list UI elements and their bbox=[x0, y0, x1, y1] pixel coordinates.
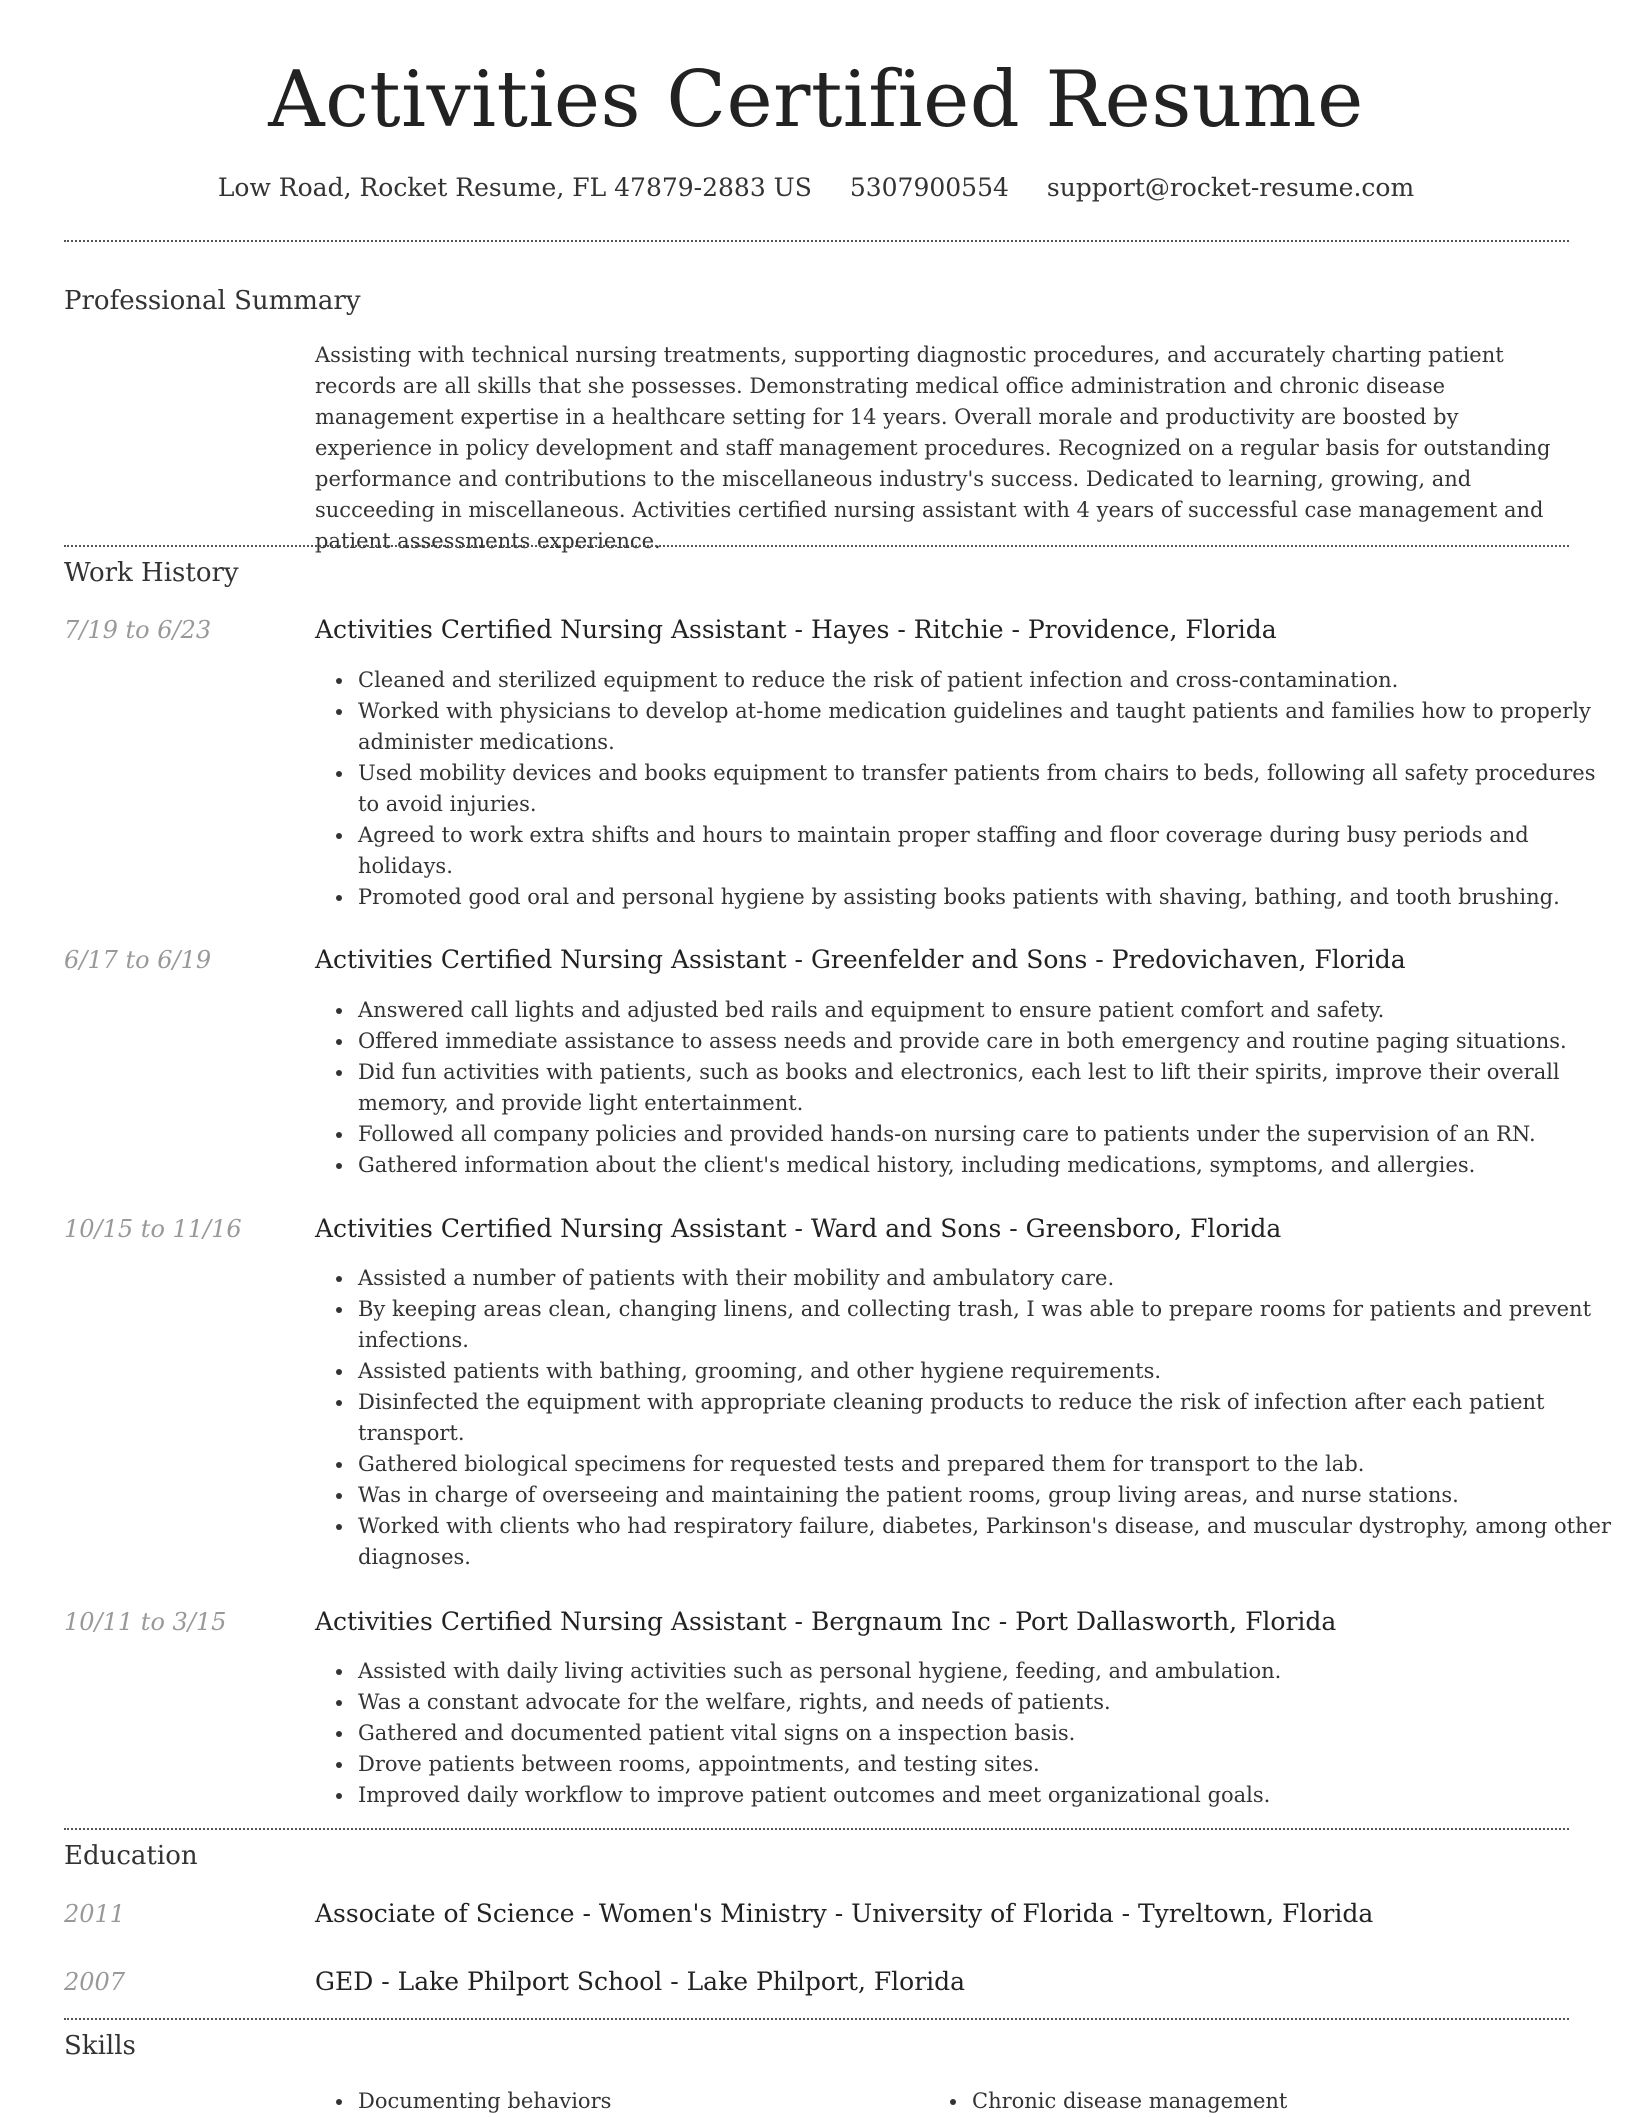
list-item: Assisted a number of patients with their mobility and ambulatory care. bbox=[358, 1263, 1616, 1294]
list-item: Drove patients between rooms, appointments, and testing sites. bbox=[358, 1749, 1616, 1780]
job-bullets bbox=[315, 1656, 1616, 1811]
job-title: Activities Certified Nursing Assistant - Hayes - Ritchie - Providence, Florida bbox=[315, 615, 1277, 644]
divider bbox=[64, 2018, 1569, 2020]
list-item: Offered immediate assistance to assess needs and provide care in both emergency and routine paging situations. bbox=[358, 1026, 1616, 1057]
section-title-education: Education bbox=[64, 1841, 198, 1871]
divider bbox=[64, 545, 1569, 547]
list-item: Documenting behaviors bbox=[358, 2086, 1616, 2117]
contact-phone: 5307900554 bbox=[849, 173, 1009, 202]
list-item: Gathered biological specimens for requested tests and prepared them for transport to the lab. bbox=[358, 1449, 1616, 1480]
job-title: Activities Certified Nursing Assistant - Greenfelder and Sons - Predovichaven, Florida bbox=[315, 945, 1406, 974]
education-title: Associate of Science - Women's Ministry - University of Florida - Tyreltown, Florida bbox=[315, 1899, 1374, 1928]
job-dates: 10/15 to 11/16 bbox=[64, 1215, 242, 1243]
list-item: Used mobility devices and books equipment to transfer patients from chairs to beds, following all safety procedures to avoid injuries. bbox=[358, 758, 1616, 820]
contact-address: Low Road, Rocket Resume, FL 47879-2883 US bbox=[217, 173, 812, 202]
section-title-work: Work History bbox=[64, 558, 239, 588]
list-item: Promoted good oral and personal hygiene by assisting books patients with shaving, bathing, and tooth brushing. bbox=[358, 882, 1616, 913]
job-bullets bbox=[315, 665, 1616, 913]
list-item: Was in charge of overseeing and maintaining the patient rooms, group living areas, and nurse stations. bbox=[358, 1480, 1616, 1511]
list-item: Disinfected the equipment with appropriate cleaning products to reduce the risk of infection after each patient transport. bbox=[358, 1387, 1616, 1449]
education-year: 2011 bbox=[64, 1900, 126, 1928]
resume-title: Activities Certified Resume bbox=[268, 55, 1364, 145]
job-bullets bbox=[315, 1263, 1616, 1573]
job-title: Activities Certified Nursing Assistant - Ward and Sons - Greensboro, Florida bbox=[315, 1214, 1282, 1243]
job-title: Activities Certified Nursing Assistant - Bergnaum Inc - Port Dallasworth, Florida bbox=[315, 1607, 1337, 1636]
list-item: Followed all company policies and provided hands-on nursing care to patients under the supervision of an RN. bbox=[358, 1119, 1616, 1150]
job-dates: 7/19 to 6/23 bbox=[64, 616, 212, 644]
list-item: Improved daily workflow to improve patient outcomes and meet organizational goals. bbox=[358, 1780, 1616, 1811]
list-item: Worked with clients who had respiratory failure, diabetes, Parkinson's disease, and muscular dystrophy, among other diagnoses. bbox=[358, 1511, 1616, 1573]
section-title-skills: Skills bbox=[64, 2031, 136, 2061]
list-item: Worked with physicians to develop at-home medication guidelines and taught patients and families how to properly administer medications. bbox=[358, 696, 1616, 758]
section-title-summary: Professional Summary bbox=[64, 286, 361, 316]
summary-text: Assisting with technical nursing treatments, supporting diagnostic procedures, and accurately charting patient records are all skills that she possesses. Demonstrating medical office administration and chronic disease management expertise in a healthcare setting for 14 years. Overall morale and productivity are boosted by experience in policy development and staff management procedures. Recognized on a regular basis for outstanding performance and contributions to the miscellaneous industry's success. Dedicated to learning, growing, and succeeding in miscellaneous. Activities certified nursing assistant with 4 years of successful case management and patient assessments experience. bbox=[315, 343, 1551, 553]
divider bbox=[64, 1828, 1569, 1830]
job-bullets bbox=[315, 995, 1616, 1181]
contact-line bbox=[0, 170, 1632, 206]
list-item: Assisted with daily living activities such as personal hygiene, feeding, and ambulation. bbox=[358, 1656, 1616, 1687]
list-item: Gathered information about the client's medical history, including medications, symptoms, and allergies. bbox=[358, 1150, 1616, 1181]
list-item: Cleaned and sterilized equipment to reduce the risk of patient infection and cross-contamination. bbox=[358, 665, 1616, 696]
list-item: Gathered and documented patient vital signs on a inspection basis. bbox=[358, 1718, 1616, 1749]
list-item: Chronic disease management bbox=[972, 2086, 1632, 2117]
list-item: Answered call lights and adjusted bed rails and equipment to ensure patient comfort and safety. bbox=[358, 995, 1616, 1026]
list-item: Agreed to work extra shifts and hours to maintain proper staffing and floor coverage during busy periods and holidays. bbox=[358, 820, 1616, 882]
job-dates: 10/11 to 3/15 bbox=[64, 1608, 227, 1636]
list-item: By keeping areas clean, changing linens, and collecting trash, I was able to prepare rooms for patients and prevent infections. bbox=[358, 1294, 1616, 1356]
education-year: 2007 bbox=[64, 1968, 126, 1996]
contact-email: support@rocket-resume.com bbox=[1046, 173, 1415, 202]
list-item: Did fun activities with patients, such as books and electronics, each lest to lift their spirits, improve their overall memory, and provide light entertainment. bbox=[358, 1057, 1616, 1119]
skills-list-right bbox=[929, 2086, 1632, 2117]
education-title: GED - Lake Philport School - Lake Philport, Florida bbox=[315, 1967, 966, 1996]
job-dates: 6/17 to 6/19 bbox=[64, 946, 212, 974]
divider bbox=[64, 240, 1569, 242]
list-item: Assisted patients with bathing, grooming, and other hygiene requirements. bbox=[358, 1356, 1616, 1387]
list-item: Was a constant advocate for the welfare, rights, and needs of patients. bbox=[358, 1687, 1616, 1718]
